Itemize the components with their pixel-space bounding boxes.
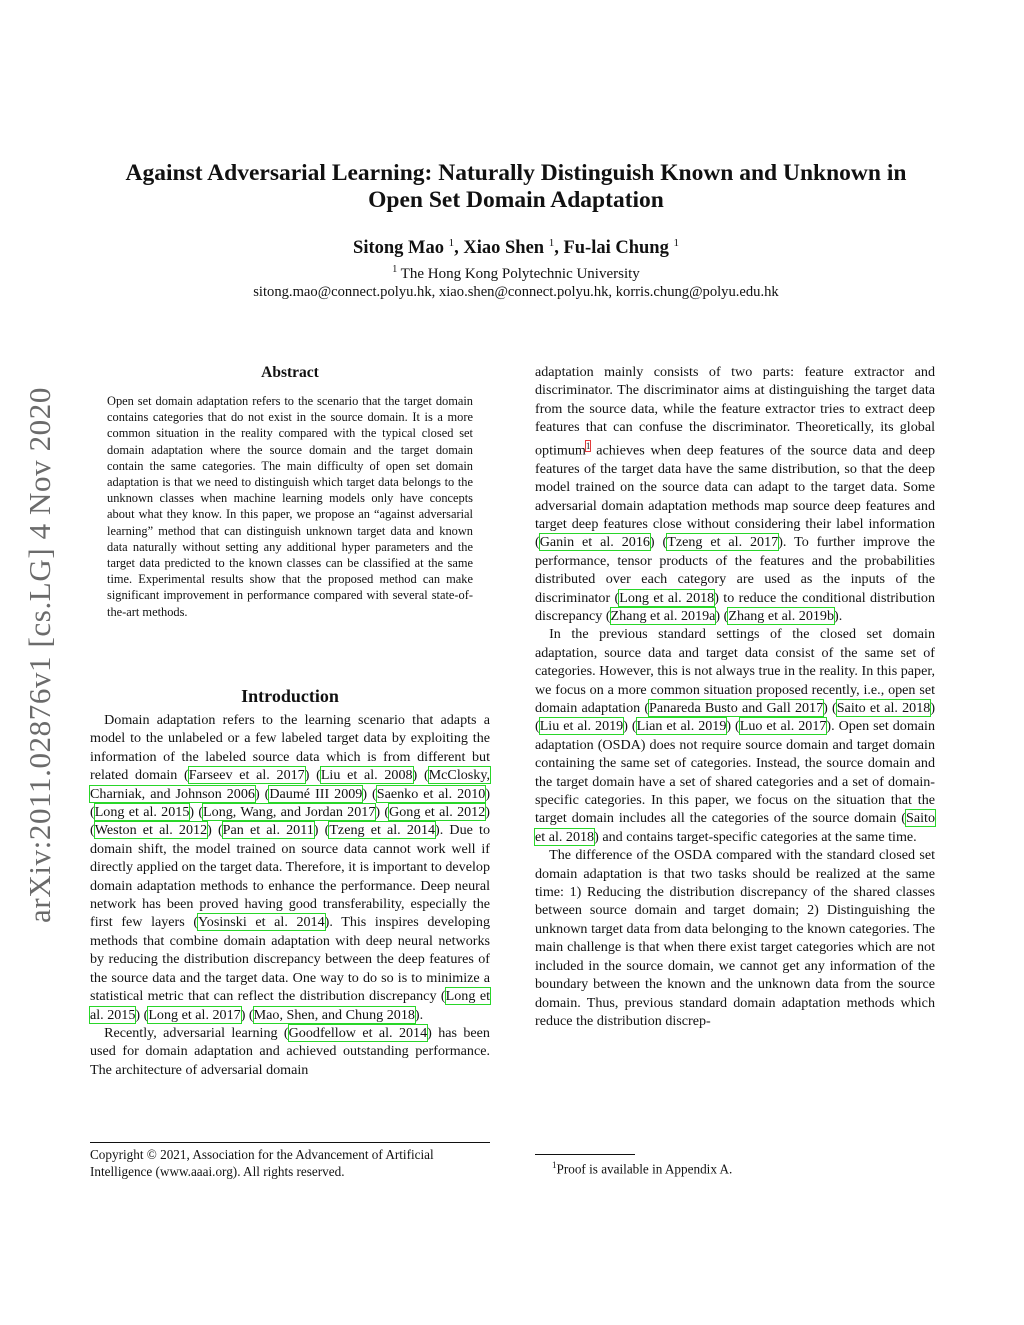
- affiliation-mark: 1: [392, 264, 398, 275]
- citation-link[interactable]: Mao, Shen, and Chung 2018: [253, 1006, 415, 1023]
- citation-link[interactable]: Weston et al. 2012: [94, 822, 208, 839]
- author-emails: sitong.mao@connect.polyu.hk, xiao.shen@connect.polyu.hk, korris.chung@polyu.edu.hk: [253, 284, 779, 300]
- citation-link[interactable]: Gong et al. 2012: [389, 804, 486, 821]
- footnote-link[interactable]: 1: [585, 440, 591, 451]
- copyright-notice: Copyright © 2021, Association for the Advancement of Artificial Intelligence (www.aaai.org). All rights reserved.: [90, 1142, 490, 1180]
- citation-link[interactable]: Farseev et al. 2017: [188, 767, 305, 784]
- author-affil-mark: 1: [673, 237, 679, 249]
- paragraph: Recently, adversarial learning (Goodfellow et al. 2014) has been used for domain adaptation and achieved outstanding performance. The architecture of adversarial domain: [90, 1024, 490, 1078]
- citation-link[interactable]: Liu et al. 2019: [539, 718, 624, 735]
- citation-link[interactable]: Zhang et al. 2019b: [728, 607, 835, 624]
- title-line-2: Open Set Domain Adaptation: [368, 187, 664, 213]
- citation-link[interactable]: Long et al. 2015: [94, 804, 190, 821]
- citation-link[interactable]: Ganin et al. 2016: [539, 534, 650, 551]
- paragraph: Domain adaptation refers to the learning scenario that adapts a model to the unlabeled or a few labeled target data by exploiting the information of the labeled source data which is from different but related domain (Farseev et al. 2017) (Liu et al. 2008) (McClosky, Charniak, and Johnson 2006) (Daumé III 2009) (Saenko et al. 2010) (Long et al. 2015) (Long, Wang, and Jordan 2017) (Gong et al. 2012) (Weston et al. 2012) (Pan et al. 2011) (Tzeng et al. 2014). Due to domain shift, the model trained on source data cannot work well if directly applied on the target data. Therefore, it is important to develop domain adaptation methods to enhance the performance. Deep neural network has been proved having good transferability, especially the first few layers (Yosinski et al. 2014). This inspires developing methods that combine domain adaptation with deep neural networks by reducing the distribution discrepancy between the deep features of the source data and the target data. One way to do so is to minimize a statistical metric that can reflect the distribution discrepancy (Long et al. 2015) (Long et al. 2017) (Mao, Shen, and Chung 2018).: [90, 712, 491, 1023]
- author-name: Fu-lai Chung: [563, 238, 669, 259]
- citation-link[interactable]: Long et al. 2015: [90, 988, 490, 1023]
- arxiv-id-text: arXiv:2011.02876v1 [cs.LG] 4 Nov 2020: [22, 387, 57, 923]
- citation-link[interactable]: Saito et al. 2018: [535, 810, 935, 845]
- affiliation: [100, 264, 932, 283]
- citation-link[interactable]: Saenko et al. 2010: [376, 785, 486, 802]
- paper-title: [100, 160, 932, 214]
- citation-link[interactable]: Zhang et al. 2019a: [610, 607, 716, 624]
- citation-link[interactable]: Yosinski et al. 2014: [198, 914, 325, 931]
- author-name: Xiao Shen: [463, 238, 545, 259]
- footnote: [552, 1160, 732, 1177]
- footnote-rule: [535, 1154, 635, 1155]
- paragraph: In the previous standard settings of the closed set domain adaptation, source data and target data consist of the same set of categories. However, this is not always true in the reality. In this paper, we focus on a more common situation proposed recently, i.e., open set domain adaptation (Panareda Busto and Gall 2017) (Saito et al. 2018) (Liu et al. 2019) (Lian et al. 2019) (Luo et al. 2017). Open set domain adaptation (OSDA) does not require source domain and target domain containing the same set of categories. Instead, the source domain and the target domain have a set of shared categories and a set of domain-specific categories. In this paper, we focus on the situation that the target domain includes all the categories of the source domain (Saito et al. 2018) and contains target-specific categories at the same time.: [535, 626, 936, 845]
- citation-link[interactable]: Lian et al. 2019: [636, 718, 727, 735]
- paragraph: adaptation mainly consists of two parts: feature extractor and discriminator. The discriminator aims at distinguishing the target data from the source data, while the feature extractor tries to extract deep features that can confuse the discriminator. Theoretically, its global optimum$^1$ achieves when deep features of the source data and deep features of the target data have the same distribution, so that the deep model trained on the source data can adapt to the target data. Some adversarial domain adaptation methods map source deep features and target deep features close without considering their label information (Ganin et al. 2016) (Tzeng et al. 2017). To further improve the performance, tensor products of the features and the probabilities distributed over each category are used as the inputs of the discriminator (Long et al. 2018) to reduce the conditional distribution discrepancy (Zhang et al. 2019a) (Zhang et al. 2019b).: [535, 364, 935, 624]
- author-affil-mark: 1: [448, 237, 455, 249]
- citation-link[interactable]: Long et al. 2018: [619, 589, 715, 606]
- right-column-body: [535, 363, 935, 1030]
- arxiv-identifier: [18, 350, 62, 960]
- abstract-text: Open set domain adaptation refers to the scenario that the target domain contains categories that do not exist in the source domain. It is a more common situation in the reality compared with the typical closed set domain adaptation where the source domain and the target domain contain the same categories. The main difficulty of open set domain adaptation is that we need to distinguish which target data belongs to the unknown classes when machine learning models only have concepts about what they know. In this paper, we propose an “against adversarial learning” method that can distinguish unknown target data and known data naturally without setting any additional hyper parameters and the target data predicted to the known classes can be classified at the same time. Experimental results show that the proposed method can make significant improvement in performance compared with several state-of-the-art methods.: [107, 394, 473, 619]
- citation-link[interactable]: Daumé III 2009: [269, 785, 363, 802]
- citation-link[interactable]: Liu et al. 2008: [320, 767, 413, 784]
- citation-link[interactable]: Goodfellow et al. 2014: [288, 1024, 428, 1041]
- citation-link[interactable]: Long et al. 2017: [148, 1006, 241, 1023]
- left-column-body: [90, 711, 490, 1079]
- title-line-1: Against Adversarial Learning: Naturally Distinguish Known and Unknown in: [125, 160, 907, 186]
- author-list: Sitong Mao $^1$, Xiao Shen $^1$, Fu-lai Chung $^1$: [353, 237, 679, 259]
- author-affil-mark: 1: [548, 237, 555, 249]
- author-name: Sitong Mao: [353, 238, 444, 259]
- footnote-mark: 1: [552, 1160, 557, 1170]
- citation-link[interactable]: Panareda Busto and Gall 2017: [649, 700, 824, 716]
- paragraph: The difference of the OSDA compared with the standard closed set domain adaptation is that two tasks should be realized at the same time: 1) Reducing the distribution discrepancy of the shared classes between source domain and target domain; 2) Distinguishing the unknown target data from data belonging to the known categories. The main challenge is that when there exist target categories which are not included in the source domain, we cannot get any information of the boundary between the known and the unknown data from the source domain. Thus, previous standard domain adaptation methods which reduce the distribution discrep-: [535, 847, 935, 1029]
- citation-link[interactable]: Tzeng et al. 2017: [667, 534, 779, 551]
- introduction-heading: Introduction: [241, 686, 339, 706]
- affiliation-text: The Hong Kong Polytechnic University: [400, 266, 640, 282]
- citation-link[interactable]: Pan et al. 2011: [222, 822, 314, 839]
- citation-link[interactable]: Luo et al. 2017: [739, 718, 827, 735]
- citation-link[interactable]: Tzeng et al. 2014: [329, 822, 436, 839]
- citation-link[interactable]: McClosky, Charniak, and Johnson 2006: [90, 767, 490, 802]
- footnote-text: Proof is available in Appendix A.: [556, 1161, 733, 1177]
- citation-link[interactable]: Saito et al. 2018: [836, 700, 931, 716]
- abstract-heading: Abstract: [261, 364, 319, 381]
- citation-link[interactable]: Long, Wang, and Jordan 2017: [203, 804, 376, 821]
